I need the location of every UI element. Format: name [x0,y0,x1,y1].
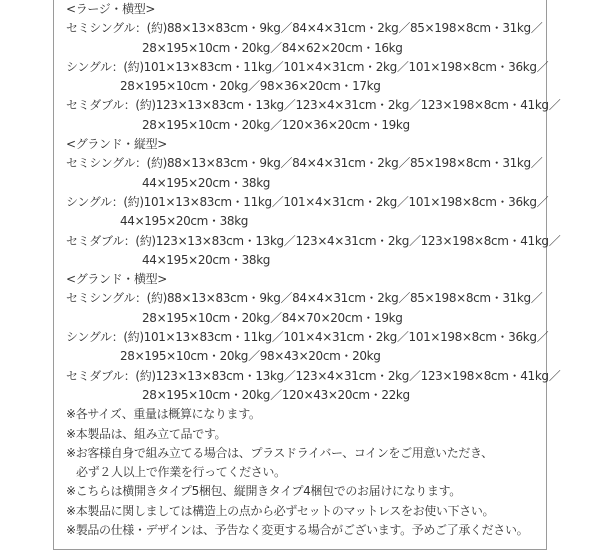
spec-line-continuation: 28×195×10cm・20kg／84×70×20cm・19kg [142,310,403,325]
spec-line-continuation: 44×195×20cm・38kg [142,252,271,267]
spec-line: セミダブル：(約)123×13×83cm・13kg／123×4×31cm・2kg／123×198×8cm・41kg／ [66,368,561,383]
note-line-continuation: 必ず２人以上で作業を行ってください。 [76,465,286,480]
section-heading: <ラージ・横型> [66,2,156,16]
spec-line-continuation: 28×195×10cm・20kg／84×62×20cm・16kg [142,40,403,55]
spec-line-continuation: 28×195×10cm・20kg／120×36×20cm・19kg [142,117,410,132]
spec-line-continuation: 44×195×20cm・38kg [142,175,271,190]
spec-line-continuation: 28×195×10cm・20kg／120×43×20cm・22kg [142,387,410,402]
note-line: ※各サイズ、重量は概算になります。 [66,407,261,422]
spec-line: セミダブル：(約)123×13×83cm・13kg／123×4×31cm・2kg／123×198×8cm・41kg／ [66,233,561,248]
note-line: ※お客様自身で組み立てる場合は、プラスドライバー、コインをご用意いただき、 [66,445,493,460]
spec-line: セミシングル：(約)88×13×83cm・9kg／84×4×31cm・2kg／85×198×8cm・31kg／ [66,21,543,36]
spec-line: セミダブル：(約)123×13×83cm・13kg／123×4×31cm・2kg／123×198×8cm・41kg／ [66,98,561,113]
spec-line-continuation: 44×195×20cm・38kg [120,214,249,229]
note-line: ※こちらは横開きタイプ5梱包、縦開きタイプ4梱包でのお届けになります。 [66,484,461,499]
spec-text-block [66,0,561,540]
section-heading: <グランド・横型> [66,272,167,287]
spec-line-continuation: 28×195×10cm・20kg／98×36×20cm・17kg [120,79,381,94]
spec-line-continuation: 28×195×10cm・20kg／98×43×20cm・20kg [120,349,381,364]
section-heading: <グランド・縦型> [66,137,167,152]
spec-line: シングル：(約)101×13×83cm・11kg／101×4×31cm・2kg／101×198×8cm・36kg／ [66,330,549,345]
note-line: ※本製品は、組み立て品です。 [66,426,227,441]
spec-line: セミシングル：(約)88×13×83cm・9kg／84×4×31cm・2kg／85×198×8cm・31kg／ [66,291,543,306]
spec-line: セミシングル：(約)88×13×83cm・9kg／84×4×31cm・2kg／85×198×8cm・31kg／ [66,156,543,171]
note-line: ※本製品に関しましては構造上の点から必ずセットのマットレスをお使い下さい。 [66,503,495,518]
note-line: ※製品の仕様・デザインは、予告なく変更する場合がございます。予めご了承ください。 [66,523,529,538]
spec-line: シングル：(約)101×13×83cm・11kg／101×4×31cm・2kg／101×198×8cm・36kg／ [66,59,549,74]
spec-line: シングル：(約)101×13×83cm・11kg／101×4×31cm・2kg／101×198×8cm・36kg／ [66,194,549,209]
